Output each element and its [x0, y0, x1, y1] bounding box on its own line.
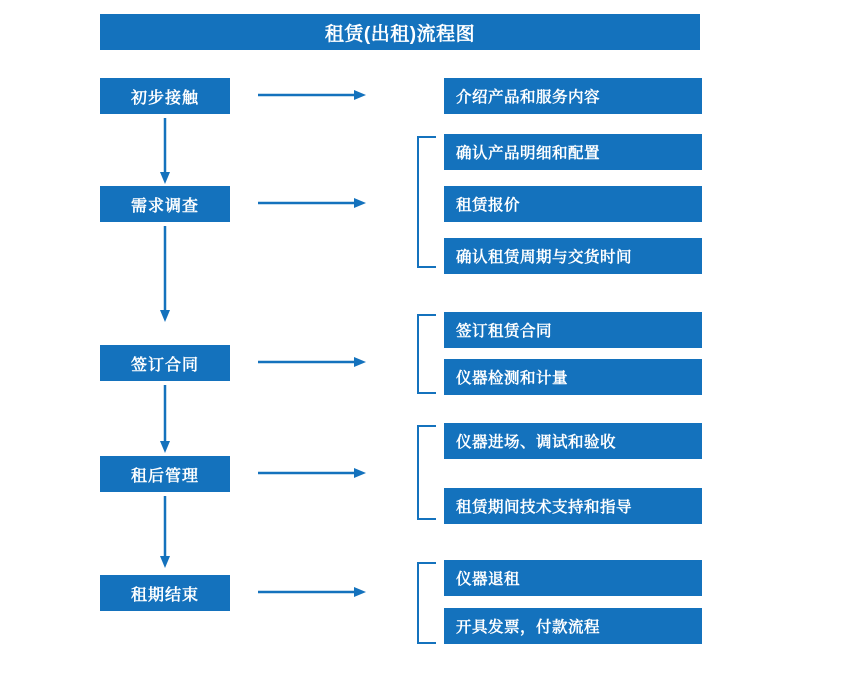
detail-label: 仪器退租 — [456, 571, 521, 588]
stage-label: 签订合同 — [130, 356, 199, 374]
detail-label: 仪器检测和计量 — [456, 370, 569, 387]
stage-box-3 — [100, 345, 230, 381]
stage-box-5 — [100, 575, 230, 611]
detail-box-5-2 — [444, 608, 702, 644]
stage-box-4 — [100, 456, 230, 492]
diagram-title: 租赁(出租)流程图 — [100, 14, 700, 50]
detail-label: 仪器进场、调试和验收 — [456, 434, 617, 451]
detail-box-2-2 — [444, 186, 702, 222]
detail-box-4-1 — [444, 423, 702, 459]
stage-box-2 — [100, 186, 230, 222]
stage-label: 租期结束 — [130, 586, 199, 604]
detail-label: 租赁期间技术支持和指导 — [456, 499, 633, 516]
detail-box-2-1 — [444, 134, 702, 170]
detail-label: 确认租赁周期与交货时间 — [456, 249, 633, 266]
arrow-right-4 — [258, 467, 366, 479]
arrow-right-5 — [258, 586, 366, 598]
detail-label: 介绍产品和服务内容 — [456, 89, 601, 106]
stage-label: 初步接触 — [130, 89, 199, 107]
bracket-5 — [414, 562, 436, 644]
detail-label: 租赁报价 — [456, 197, 521, 214]
arrow-down-2 — [159, 226, 171, 322]
detail-box-4-2 — [444, 488, 702, 524]
arrow-right-2 — [258, 197, 366, 209]
detail-label: 确认产品明细和配置 — [456, 145, 601, 162]
arrow-down-1 — [159, 118, 171, 184]
stage-label: 租后管理 — [130, 467, 199, 485]
stage-box-1 — [100, 78, 230, 114]
arrow-right-3 — [258, 356, 366, 368]
detail-box-5-1 — [444, 560, 702, 596]
bracket-2 — [414, 136, 436, 268]
arrow-down-4 — [159, 496, 171, 568]
arrow-right-1 — [258, 89, 366, 101]
bracket-4 — [414, 425, 436, 520]
detail-label: 开具发票，付款流程 — [456, 619, 601, 636]
detail-box-2-3 — [444, 238, 702, 274]
bracket-3 — [414, 314, 436, 394]
detail-box-3-1 — [444, 312, 702, 348]
detail-label: 签订租赁合同 — [456, 323, 553, 340]
stage-label: 需求调查 — [130, 197, 199, 215]
arrow-down-3 — [159, 385, 171, 453]
detail-box-3-2 — [444, 359, 702, 395]
detail-box-1-1 — [444, 78, 702, 114]
